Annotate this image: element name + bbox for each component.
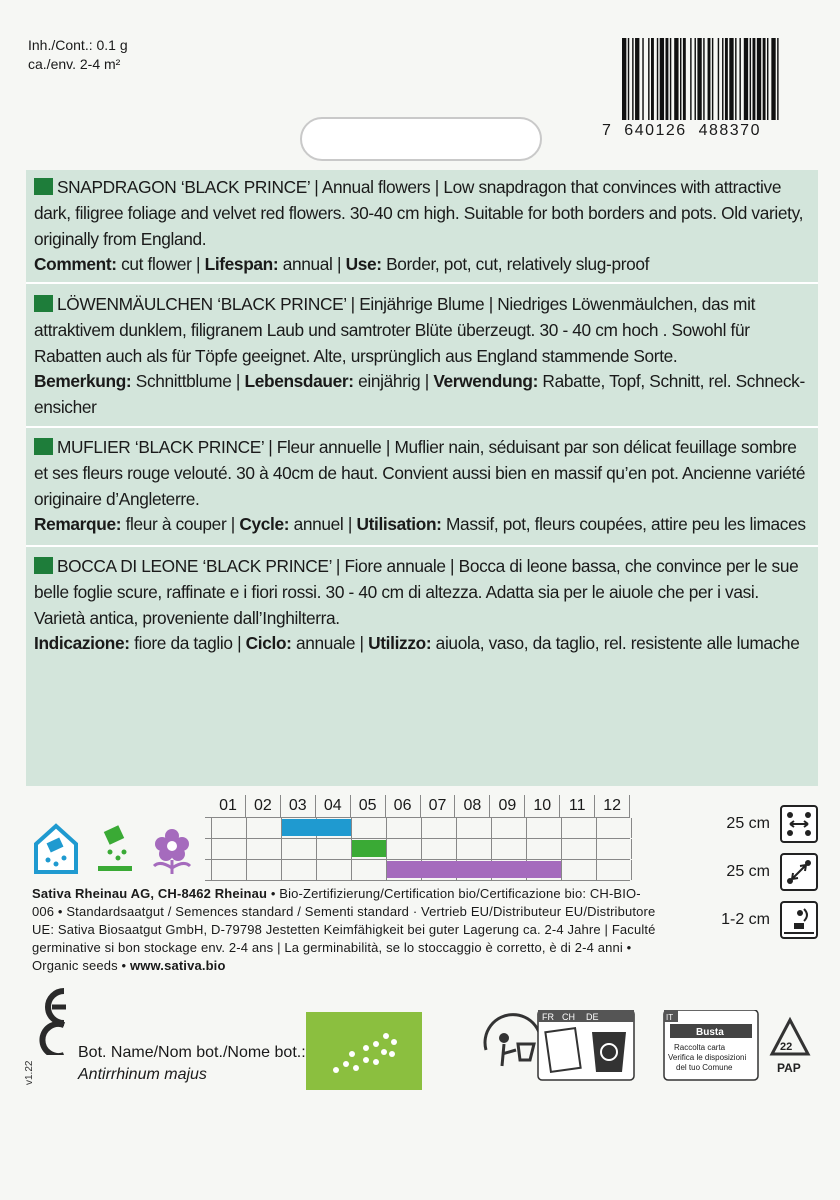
value-cycle: annuel | [289, 514, 357, 535]
triman-icon [485, 1015, 541, 1066]
grid-line [211, 860, 212, 880]
grid-line [491, 839, 492, 859]
flower-icon [154, 829, 190, 874]
company-name: Sativa Rheinau AG, CH-8462 Rheinau [32, 886, 268, 901]
calendar-row [205, 860, 630, 881]
label-indicazione: Indicazione: [34, 633, 130, 654]
barcode-bar [683, 38, 686, 120]
green-square-icon [34, 557, 53, 574]
plant-spacing-icon [780, 853, 818, 891]
grid-line [596, 839, 597, 859]
value-utilizzo: aiuola, vaso, da taglio, rel. resistente alle lumache [431, 633, 800, 654]
grid-line [421, 839, 422, 859]
grid-line [596, 818, 597, 838]
website-link[interactable]: www.sativa.bio [130, 958, 226, 973]
label-lebensdauer: Lebensdauer: [244, 371, 354, 392]
botanical-label: Bot. Name/Nom bot./Nome bot.: [78, 1044, 306, 1061]
hanging-slot [300, 117, 542, 161]
row-spacing-value: 25 cm [726, 815, 770, 832]
grid-line [631, 839, 632, 859]
barcode-bar [657, 38, 658, 120]
botanical-species: Antirrhinum majus [78, 1066, 207, 1083]
contents-area: ca./env. 2-4 m² [28, 56, 121, 72]
contents-weight: Inh./Cont.: 0.1 g [28, 37, 128, 53]
pap-recycling-icon [772, 1020, 808, 1075]
grid-line [421, 818, 422, 838]
calendar-row [205, 818, 630, 839]
section-title: BOCCA DI LEONE ‘BLACK PRINCE’ [57, 556, 332, 576]
company-address [32, 885, 662, 975]
grid-line [281, 860, 282, 880]
grid-line [246, 818, 247, 838]
barcode-bar [767, 38, 768, 120]
sowing-depth-value: 1-2 cm [721, 911, 770, 928]
barcode-bar [642, 38, 643, 120]
month-label: 05 [351, 795, 386, 817]
plant-spacing-value: 25 cm [726, 863, 770, 880]
grid-line [561, 818, 562, 838]
label-fr: FR [542, 1012, 554, 1022]
grid-line [316, 839, 317, 859]
sorting-info-fr-ch-de [538, 1010, 634, 1080]
label-remarque: Remarque: [34, 514, 122, 535]
version-label: v1.22 [24, 1060, 35, 1085]
barcode-bar [697, 38, 701, 120]
barcode-bar [651, 38, 654, 120]
barcode-bar [635, 38, 639, 120]
month-label: 01 [211, 795, 246, 817]
pap-label: PAP [777, 1061, 801, 1075]
section-title: MUFLIER ‘BLACK PRINCE’ [57, 437, 264, 457]
value-use: Border, pot, cut, relatively slug-proof [381, 254, 650, 275]
section-divider [26, 545, 818, 547]
barcode-bar [703, 38, 704, 120]
barcode-bar [750, 38, 751, 120]
barcode-bar [735, 38, 736, 120]
grid-line [456, 839, 457, 859]
value-indicazione: fiore da taglio | [129, 633, 246, 654]
value-remarque: fleur à couper | [121, 514, 240, 535]
calendar-row [205, 839, 630, 860]
grid-line [246, 839, 247, 859]
value-utilisation: Massif, pot, fleurs coupées, attire peu les limaces [441, 514, 806, 535]
barcode-bar [660, 38, 664, 120]
month-label: 12 [595, 795, 630, 817]
value-comment: cut flower | [116, 254, 205, 275]
label-use: Use: [345, 254, 382, 275]
calendar-grid [205, 817, 630, 881]
botanical-name [78, 1042, 306, 1086]
barcode-bar [739, 38, 740, 120]
barcode-digits: 7 640126 488370 [602, 122, 761, 139]
grid-line [316, 860, 317, 880]
barcode-bar [680, 38, 681, 120]
recycling-info [478, 1010, 818, 1095]
outdoor-sowing-icon [98, 825, 132, 871]
label-ch: CH [562, 1012, 575, 1022]
barcode-bar [674, 38, 678, 120]
eu-organic-leaf-logo [306, 1012, 422, 1090]
value-bemerkung: Schnittblume | [131, 371, 245, 392]
contents-info [28, 36, 128, 74]
row-spacing [721, 800, 818, 848]
barcode-bar [744, 38, 748, 120]
barcode-bar [725, 38, 728, 120]
grid-line [386, 839, 387, 859]
month-label: 06 [386, 795, 421, 817]
grid-line [596, 860, 597, 880]
grid-line [281, 839, 282, 859]
sowing-calendar [205, 795, 630, 881]
section-title: LÖWENMÄULCHEN ‘BLACK PRINCE’ [57, 294, 347, 314]
barcode-bar [666, 38, 669, 120]
ce-mark-icon [30, 985, 80, 1060]
month-label: 03 [281, 795, 316, 817]
label-comment: Comment: [34, 254, 117, 275]
label-verwendung: Verwendung: [433, 371, 538, 392]
month-label: 02 [246, 795, 281, 817]
grid-line [351, 818, 352, 838]
month-label: 10 [525, 795, 560, 817]
activity-icons [32, 820, 202, 881]
green-square-icon [34, 178, 53, 195]
barcode-bar [753, 38, 756, 120]
barcode [600, 36, 825, 156]
grid-line [561, 860, 562, 880]
barcode-bar [695, 38, 696, 120]
busta-text-3: del tuo Comune [676, 1063, 733, 1072]
label-utilisation: Utilisation: [356, 514, 442, 535]
value-lebensdauer: einjährig | [353, 371, 434, 392]
grid-line [386, 818, 387, 838]
section-divider [26, 426, 818, 428]
month-label: 08 [455, 795, 490, 817]
barcode-bar [632, 38, 633, 120]
section-english [34, 175, 808, 278]
sowing-depth-icon [780, 901, 818, 939]
value-lifespan: annual | [278, 254, 346, 275]
grid-line [211, 818, 212, 838]
green-square-icon [34, 295, 53, 312]
label-lifespan: Lifespan: [204, 254, 279, 275]
pap-number: 22 [780, 1041, 793, 1053]
busta-text-2: Verifica le disposizioni [668, 1053, 747, 1062]
barcode-bar [757, 38, 761, 120]
barcode-bar [729, 38, 733, 120]
grid-line [526, 818, 527, 838]
barcode-bar [712, 38, 713, 120]
barcode-bar [763, 38, 766, 120]
month-label: 11 [560, 795, 595, 817]
section-title: SNAPDRAGON ‘BLACK PRINCE’ [57, 177, 310, 197]
grid-line [351, 860, 352, 880]
barcode-bar [628, 38, 629, 120]
grid-line [631, 818, 632, 838]
value-ciclo: annuale | [291, 633, 369, 654]
barcode-bar [718, 38, 719, 120]
section-french [34, 435, 808, 538]
plant-spacing [721, 848, 818, 896]
calendar-bar-planting-out [352, 840, 386, 857]
description-panel [26, 170, 818, 786]
barcode-bar [622, 38, 626, 120]
certification-text: • Bio-Zertifizierung/Certification bio/Certificazione bio: CH-BIO-006 • Standardsaatgut / Semences standard / Sementi standard · Vertrieb EU/Distributeur EU/Distributore UE: Sativa Biosaatgut GmbH, D-79798 Jestetten Keimfähigkeit bei guter Lagerung ca. 2-4 Jahre | Faculté germinative si bon stockage env. 2-4 ans | La germinabilità, se lo stoccaggio è corretto, è di 2-4 anni • Organic seeds • [32, 886, 656, 973]
calendar-months [211, 795, 630, 817]
indoor-sowing-icon [36, 826, 76, 872]
label-it: IT [666, 1013, 674, 1022]
busta-text-1: Raccolta carta [674, 1043, 726, 1052]
barcode-bar [670, 38, 671, 120]
spacing-info [721, 800, 818, 944]
month-label: 07 [421, 795, 456, 817]
grid-line [491, 818, 492, 838]
grid-line [246, 860, 247, 880]
barcode-bar [771, 38, 775, 120]
sowing-depth [721, 896, 818, 944]
italian-sorting-info [664, 1010, 758, 1080]
label-busta: Busta [696, 1027, 724, 1038]
grid-line [526, 839, 527, 859]
calendar-bar-flowering [387, 861, 561, 878]
month-label: 09 [490, 795, 525, 817]
section-body: | Fiore annuale | Bocca di leone bassa, che convince per le sue belle foglie scure, raffinate e i fiori rossi. 30 - 40 cm di altezza. Adatta sia per le aiuole che per i vasi. Varietà antica, proveniente dall’Inghilterra. [34, 556, 799, 628]
row-spacing-icon [780, 805, 818, 843]
grid-line [631, 860, 632, 880]
value-verwendung: Rabatte, Topf, Schnitt, rel. Schneck-ensicher [34, 371, 805, 418]
section-german [34, 292, 808, 421]
section-body: | Fleur annuelle | Muflier nain, séduisant par son délicat feuillage sombre et ses fleurs rouge velouté. 30 à 40cm de haut. Convient aussi bien en massif qu’en pot. Ancienne variété originaire d’Angleterre. [34, 437, 806, 509]
barcode-bar [708, 38, 711, 120]
section-body: | Einjährige Blume | Niedriges Löwenmäulchen, das mit attraktivem dunklem, filigranem Laub und samtroter Blüte überzeugt. 30 - 40 cm hoch . Sowohl für Rabatten auch als für Töpfe geeignet. Alte, ursprünglich aus England stammende Sorte. [34, 294, 756, 366]
label-utilizzo: Utilizzo: [368, 633, 432, 654]
label-de: DE [586, 1012, 599, 1022]
barcode-bar [690, 38, 691, 120]
section-divider [26, 282, 818, 284]
green-square-icon [34, 438, 53, 455]
barcode-bar [648, 38, 649, 120]
month-label: 04 [316, 795, 351, 817]
section-italian [34, 554, 808, 657]
label-bemerkung: Bemerkung: [34, 371, 132, 392]
grid-line [561, 839, 562, 859]
barcode-bar [722, 38, 723, 120]
label-ciclo: Ciclo: [245, 633, 292, 654]
grid-line [211, 839, 212, 859]
grid-line [456, 818, 457, 838]
barcode-bar [777, 38, 778, 120]
calendar-bar-indoor-sowing [282, 819, 351, 836]
section-body: | Annual flowers | Low snapdragon that convinces with attractive dark, filigree foliage and velvet red flowers. 30-40 cm high. Suitable for both borders and pots. Old variety, originally from England. [34, 177, 804, 249]
label-cycle: Cycle: [239, 514, 290, 535]
